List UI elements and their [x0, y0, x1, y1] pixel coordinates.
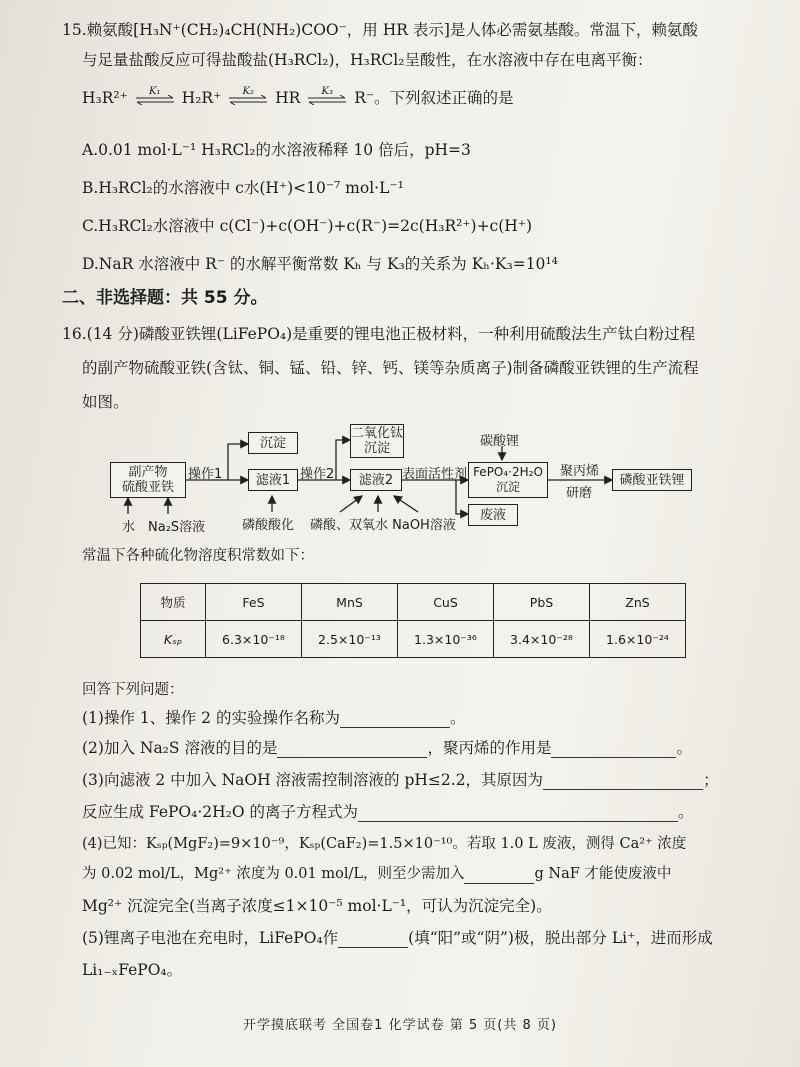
- equilibrium-arrow-icon: [135, 95, 175, 105]
- q16-part4b: [82, 864, 671, 884]
- label-op1: 操作1: [188, 467, 223, 482]
- eq-k2-label: K₂: [242, 86, 254, 97]
- part2-end: 。: [676, 739, 692, 757]
- q16-part3b: [82, 802, 694, 822]
- eq-species-4: R⁻。下列叙述正确的是: [354, 89, 514, 107]
- q16-line3: 如图。: [82, 393, 129, 411]
- label-polypropylene: 聚丙烯: [560, 464, 600, 479]
- table-cell: 1.6×10⁻²⁴: [590, 621, 686, 658]
- table-cell: 6.3×10⁻¹⁸: [206, 621, 302, 658]
- table-header-substance: 物质: [141, 584, 206, 621]
- answer-blank[interactable]: [340, 711, 450, 728]
- answer-blank[interactable]: [543, 773, 703, 790]
- eq-k3-label: K₃: [321, 86, 333, 97]
- q16-part5b: Li₁₋ₓFePO₄。: [82, 961, 183, 979]
- part1-end: 。: [449, 709, 466, 727]
- answer-blank[interactable]: [338, 931, 408, 948]
- answer-blank[interactable]: [277, 741, 427, 758]
- eq-species-1: H₃R²⁺: [82, 89, 128, 107]
- table-cell: 1.3×10⁻³⁶: [398, 621, 494, 658]
- q15-line2: 与足量盐酸反应可得盐酸盐(H₃RCl₂)，H₃RCl₂呈酸性，在水溶液中存在电离平衡：: [82, 51, 653, 69]
- answer-blank[interactable]: [551, 741, 676, 758]
- q16-part4c: Mg²⁺ 沉淀完全(当离子浓度≤1×10⁻⁵ mol·L⁻¹，可认为沉淀完全)。: [82, 897, 552, 915]
- q16-line1: 16.(14 分)磷酸亚铁锂(LiFePO₄)是重要的锂电池正极材料，一种利用硫酸法生产钛白粉过程: [62, 325, 696, 343]
- section-heading: 二、非选择题：共 55 分。: [62, 288, 268, 308]
- box-precipitate: 沉淀: [248, 432, 298, 454]
- eq-arrow-3: [307, 86, 347, 106]
- table-cell: MnS: [302, 584, 398, 621]
- table-cell: 2.5×10⁻¹³: [302, 621, 398, 658]
- eq-species-2: H₂R⁺: [181, 89, 222, 107]
- table-header-ksp: Kₛₚ: [141, 621, 206, 658]
- label-water: 水: [122, 520, 136, 535]
- part4-end-b: g NaF 才能使废液中: [534, 866, 672, 882]
- box-product: 磷酸亚铁锂: [612, 469, 692, 491]
- table-cell: FeS: [206, 584, 302, 621]
- label-lithium-carbonate: 碳酸锂: [480, 434, 520, 449]
- part4-text-b: 为 0.02 mol/L，Mg²⁺ 浓度为 0.01 mol/L，则至少需加入: [82, 866, 465, 882]
- part3-text-a: (3)向滤液 2 中加入 NaOH 溶液需控制溶液的 pH≤2.2，其原因为: [82, 771, 544, 789]
- ksp-table: [140, 583, 686, 658]
- answer-intro: 回答下列问题：: [82, 682, 184, 698]
- label-na2s: Na₂S溶液: [148, 520, 206, 535]
- answer-blank[interactable]: [464, 867, 534, 884]
- box-tio2-precipitate: 二氧化钛 沉淀: [351, 426, 404, 456]
- q16-part4a: (4)已知：Kₛₚ(MgF₂)=9×10⁻⁹，Kₛₚ(CaF₂)=1.5×10⁻¹⁰。若取 1.0 L 废液，测得 Ca²⁺ 浓度: [82, 836, 687, 852]
- q16-part5a: [82, 928, 713, 948]
- q16-part3a: [82, 770, 719, 790]
- equilibrium-arrow-icon: [228, 95, 268, 105]
- label-surfactant: 表面活性剂: [402, 467, 468, 482]
- box-filtrate2: 滤液2: [350, 469, 402, 491]
- box-filtrate1: 滤液1: [248, 469, 298, 491]
- label-grinding: 研磨: [566, 486, 593, 501]
- table-row: [141, 584, 686, 621]
- q15-option-c: C.H₃RCl₂水溶液中 c(Cl⁻)+c(OH⁻)+c(R⁻)=2c(H₃R²⁺)+c(H⁺): [82, 217, 533, 235]
- eq-k1-label: K₁: [148, 86, 161, 97]
- q15-line1: 15.赖氨酸[H₃N⁺(CH₂)₄CH(NH₂)COO⁻，用 HR 表示]是人体必需氨基酸。常温下，赖氨酸: [62, 21, 698, 39]
- ksp-intro: 常温下各种硫化物溶度积常数如下：: [82, 548, 314, 564]
- box-ferrous-sulfate: 副产物 硫酸亚铁: [110, 462, 186, 498]
- table-cell: ZnS: [590, 584, 686, 621]
- part2-text-b: ，聚丙烯的作用是: [427, 739, 552, 757]
- equilibrium-arrow-icon: [307, 95, 347, 105]
- label-reagents: 磷酸、双氧水 NaOH溶液: [310, 518, 456, 533]
- q16-part1: [82, 708, 465, 728]
- part3-end-b: 。: [678, 803, 694, 821]
- q15-option-b: B.H₃RCl₂的水溶液中 c水(H⁺)<10⁻⁷ mol·L⁻¹: [82, 179, 404, 197]
- box-fepo4-precipitate: FePO₄·2H₂O 沉淀: [468, 462, 548, 498]
- box-waste-liquid: 废液: [468, 504, 518, 526]
- q16-line2: 的副产物硫酸亚铁(含钛、铜、锰、铅、锌、钙、镁等杂质离子)制备磷酸亚铁锂的生产流程: [82, 359, 699, 377]
- eq-arrow-1: [135, 86, 175, 106]
- eq-species-3: HR: [275, 89, 301, 107]
- table-cell: 3.4×10⁻²⁸: [494, 621, 590, 658]
- part1-text: (1)操作 1、操作 2 的实验操作名称为: [82, 709, 340, 727]
- label-phosphoric-acidify: 磷酸酸化: [242, 518, 295, 533]
- q15-option-a: A.0.01 mol·L⁻¹ H₃RCl₂的水溶液稀释 10 倍后，pH=3: [82, 141, 471, 159]
- page-footer: 开学摸底联考 全国卷1 化学试卷 第 5 页(共 8 页): [243, 1018, 557, 1033]
- part3-end-a: ；: [703, 771, 719, 789]
- q16-part2: [82, 738, 692, 758]
- answer-blank[interactable]: [358, 805, 678, 822]
- table-row: [141, 621, 686, 658]
- part2-text-a: (2)加入 Na₂S 溶液的目的是: [82, 739, 278, 757]
- part5-end-a: (填“阳”或“阴”)极，脱出部分 Li⁺，进而形成: [408, 929, 713, 947]
- q15-equilibrium: [82, 88, 514, 108]
- q15-option-d: D.NaR 水溶液中 R⁻ 的水解平衡常数 Kₕ 与 K₃的关系为 Kₕ·K₃=10¹⁴: [82, 255, 558, 273]
- label-op2: 操作2: [300, 467, 335, 482]
- process-flowchart: [110, 422, 700, 534]
- part3-text-b: 反应生成 FePO₄·2H₂O 的离子方程式为: [82, 803, 359, 821]
- eq-arrow-2: [228, 86, 268, 106]
- part5-text-a: (5)锂离子电池在充电时，LiFePO₄作: [82, 929, 339, 947]
- table-cell: PbS: [494, 584, 590, 621]
- table-cell: CuS: [398, 584, 494, 621]
